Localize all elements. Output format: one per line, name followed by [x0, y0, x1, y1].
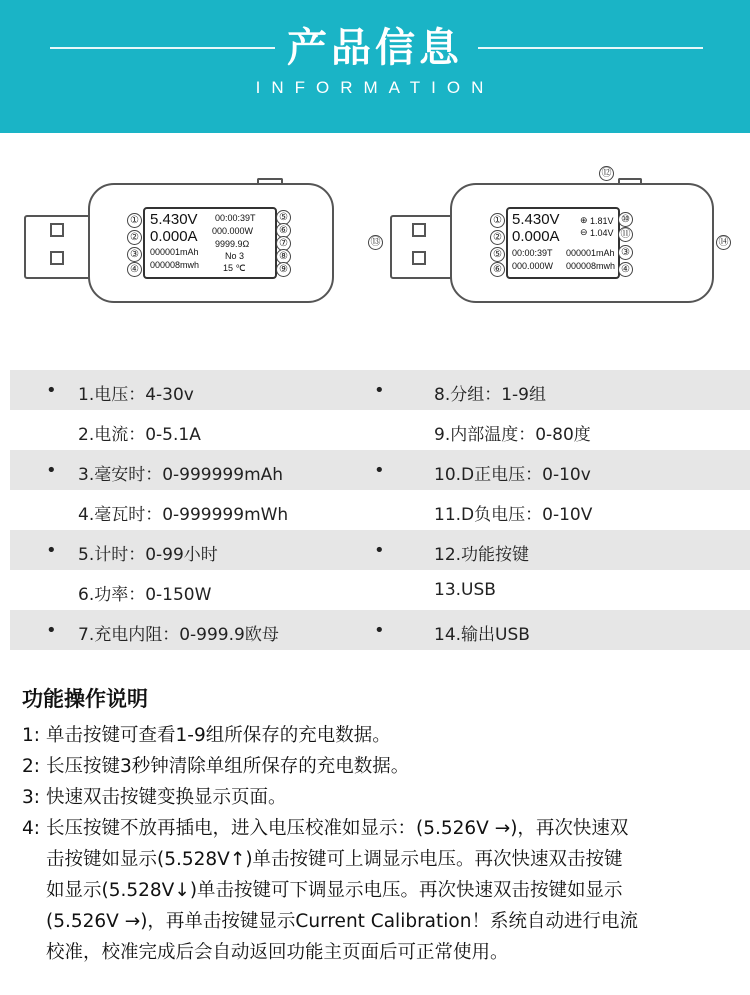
marker-3: ③ [127, 247, 142, 262]
instruction-step [22, 751, 747, 782]
instruction-step [22, 720, 747, 751]
spec-right: 8.分组：1-9组 [434, 385, 546, 405]
spec-left: 4.毫瓦时：0-999999mWh [78, 505, 289, 525]
spec-right: 12.功能按键 [434, 545, 530, 565]
spec-right: 13.USB [434, 580, 496, 600]
marker-1: ① [127, 213, 142, 228]
spec-left: 1.电压：4-30v [78, 385, 194, 405]
marker-12: ⑫ [599, 166, 614, 181]
screen-group: No 3 [225, 251, 245, 261]
marker-7: ⑦ [276, 236, 291, 251]
bullet-icon: • [46, 460, 57, 481]
device-screen [143, 207, 277, 279]
bullet-icon: • [46, 620, 57, 641]
spec-row [10, 530, 750, 570]
dminus-icon: ⊖ [580, 227, 588, 237]
spec-row [10, 610, 750, 650]
spec-right: 9.内部温度：0-80度 [434, 425, 591, 445]
step-text: 长压按键3秒钟清除单组所保存的充电数据。 [46, 756, 410, 777]
marker-2: ② [127, 230, 142, 245]
screen-dplus: 1.81V [590, 216, 614, 226]
page-subtitle: INFORMATION [255, 78, 495, 97]
spec-row [10, 370, 750, 410]
usb-plug [390, 215, 456, 279]
screen-temp: 15 ℃ [223, 263, 246, 273]
usb-contact [412, 223, 426, 237]
spec-left: 2.电流：0-5.1A [78, 425, 201, 445]
header-banner [0, 0, 750, 133]
step-text: 校准，校准完成后会自动返回功能主页面后可正常使用。 [46, 942, 509, 963]
screen-mwh: 000008mwh [150, 260, 200, 270]
spec-left: 7.充电内阻：0-999.9欧母 [78, 625, 279, 645]
device-screen [506, 207, 620, 279]
bullet-icon: • [374, 620, 385, 641]
spec-row [10, 570, 750, 610]
marker-10: ⑩ [618, 212, 633, 227]
step-text: 快速双击按键变换显示页面。 [46, 787, 287, 808]
spec-left: 5.计时：0-99小时 [78, 545, 218, 565]
step-text: 长压按键不放再插电，进入电压校准如显示：(5.526V →)，再次快速双 [46, 818, 629, 839]
section-title: 功能操作说明 [22, 687, 148, 711]
instruction-step [22, 782, 747, 813]
usb-plug [24, 215, 94, 279]
marker-9: ⑨ [276, 262, 291, 277]
spec-table [10, 370, 750, 650]
spec-right: 14.输出USB [434, 625, 530, 645]
screen-mwh: 000008mwh [566, 261, 616, 271]
step-number: 3: [22, 787, 41, 808]
marker-6: ⑥ [276, 223, 291, 238]
usb-contact [412, 251, 426, 265]
instruction-step [22, 813, 747, 968]
screen-dminus: 1.04V [590, 228, 614, 238]
screen-power: 000.000W [212, 226, 254, 236]
marker-3: ③ [618, 245, 633, 260]
marker-4: ④ [127, 262, 142, 277]
usb-contact [50, 223, 64, 237]
screen-resistance: 9999.9Ω [215, 239, 250, 249]
marker-2: ② [490, 230, 505, 245]
step-text: (5.526V →)，再单击按键显示Current Calibration！系统自动进行电流 [46, 911, 638, 932]
screen-voltage: 5.430V [150, 211, 198, 228]
step-text: 如显示(5.528V↓)单击按键可下调显示电压。再次快速双击按键如显示 [46, 880, 623, 901]
spec-right: 10.D正电压：0-10v [434, 465, 591, 485]
marker-5: ⑤ [276, 210, 291, 225]
screen-mah: 000001mAh [150, 247, 199, 257]
screen-time: 00:00:39T [215, 213, 256, 223]
bullet-icon: • [374, 460, 385, 481]
screen-power: 000.000W [512, 261, 554, 271]
marker-8: ⑧ [276, 249, 291, 264]
marker-13: ⑬ [368, 235, 383, 250]
marker-1: ① [490, 213, 505, 228]
marker-6: ⑥ [490, 262, 505, 277]
marker-14: ⑭ [716, 235, 731, 250]
spec-right: 11.D负电压：0-10V [434, 505, 593, 525]
marker-11: ⑪ [618, 227, 633, 242]
page-title: 产品信息 [287, 25, 463, 71]
usb-contact [50, 251, 64, 265]
instruction-list [22, 720, 747, 968]
marker-4: ④ [618, 262, 633, 277]
step-number: 2: [22, 756, 41, 777]
spec-row [10, 410, 750, 450]
step-number: 1: [22, 725, 41, 746]
screen-voltage: 5.430V [512, 211, 560, 228]
step-text: 击按键如显示(5.528V↑)单击按键可上调显示电压。再次快速双击按键 [46, 849, 623, 870]
screen-current: 0.000A [150, 228, 198, 245]
bullet-icon: • [46, 380, 57, 401]
screen-mah: 000001mAh [566, 248, 615, 258]
step-number: 4: [22, 818, 41, 839]
spec-row [10, 490, 750, 530]
bullet-icon: • [374, 380, 385, 401]
dplus-icon: ⊕ [580, 215, 588, 225]
spec-left: 6.功率：0-150W [78, 585, 212, 605]
marker-5: ⑤ [490, 247, 505, 262]
bullet-icon: • [374, 540, 385, 561]
screen-time: 00:00:39T [512, 248, 553, 258]
spec-left: 3.毫安时：0-999999mAh [78, 465, 284, 485]
step-text: 单击按键可查看1-9组所保存的充电数据。 [46, 725, 391, 746]
screen-current: 0.000A [512, 228, 560, 245]
bullet-icon: • [46, 540, 57, 561]
spec-row [10, 450, 750, 490]
